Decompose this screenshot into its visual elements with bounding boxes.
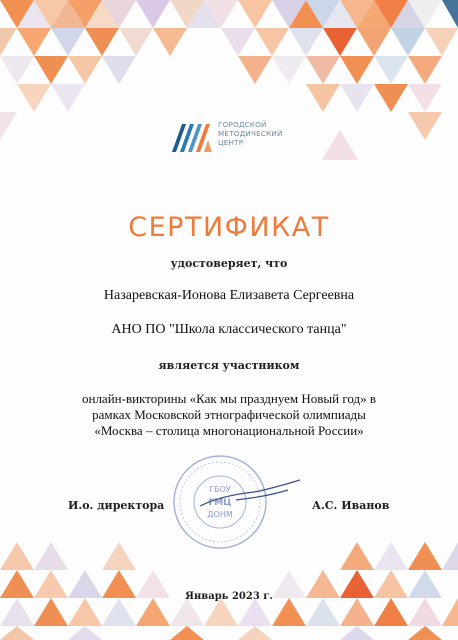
logo-line-3: ЦЕНТР [218,138,244,147]
svg-text:ГБОУ: ГБОУ [209,485,231,494]
signature-stroke [196,476,306,516]
issue-date: Январь 2023 г. [185,591,273,602]
participation-status: является участником [158,359,300,372]
event-line-3: «Москва – столица многонациональной России» [94,423,364,438]
signatory-role: И.о. директора [68,499,165,512]
logo-mark-icon [172,122,214,154]
svg-text:ГМЦ: ГМЦ [208,498,232,508]
recipient-name: Назаревская-Ионова Елизавета Сергеевна [103,288,355,303]
recipient-organization: АНО ПО "Школа классического танца" [111,322,347,337]
certifies-text: удостоверяет, что [170,257,288,270]
certificate-title: СЕРТИФИКАТ [128,212,330,243]
logo-line-1: ГОРОДСКОЙ [218,120,267,129]
signatory-name: А.С. Иванов [312,499,390,512]
bottom-decorative-triangles [0,540,458,640]
event-description [40,391,418,439]
logo-line-2: МЕТОДИЧЕСКИЙ [218,129,283,138]
logo [172,120,302,156]
event-line-1: онлайн-викторины «Как мы празднуем Новый год» в [81,391,377,406]
event-line-2: рамках Московской этнографической олимпиады [92,407,366,422]
svg-text:ДОНМ: ДОНМ [207,510,233,519]
logo-text [218,120,283,147]
